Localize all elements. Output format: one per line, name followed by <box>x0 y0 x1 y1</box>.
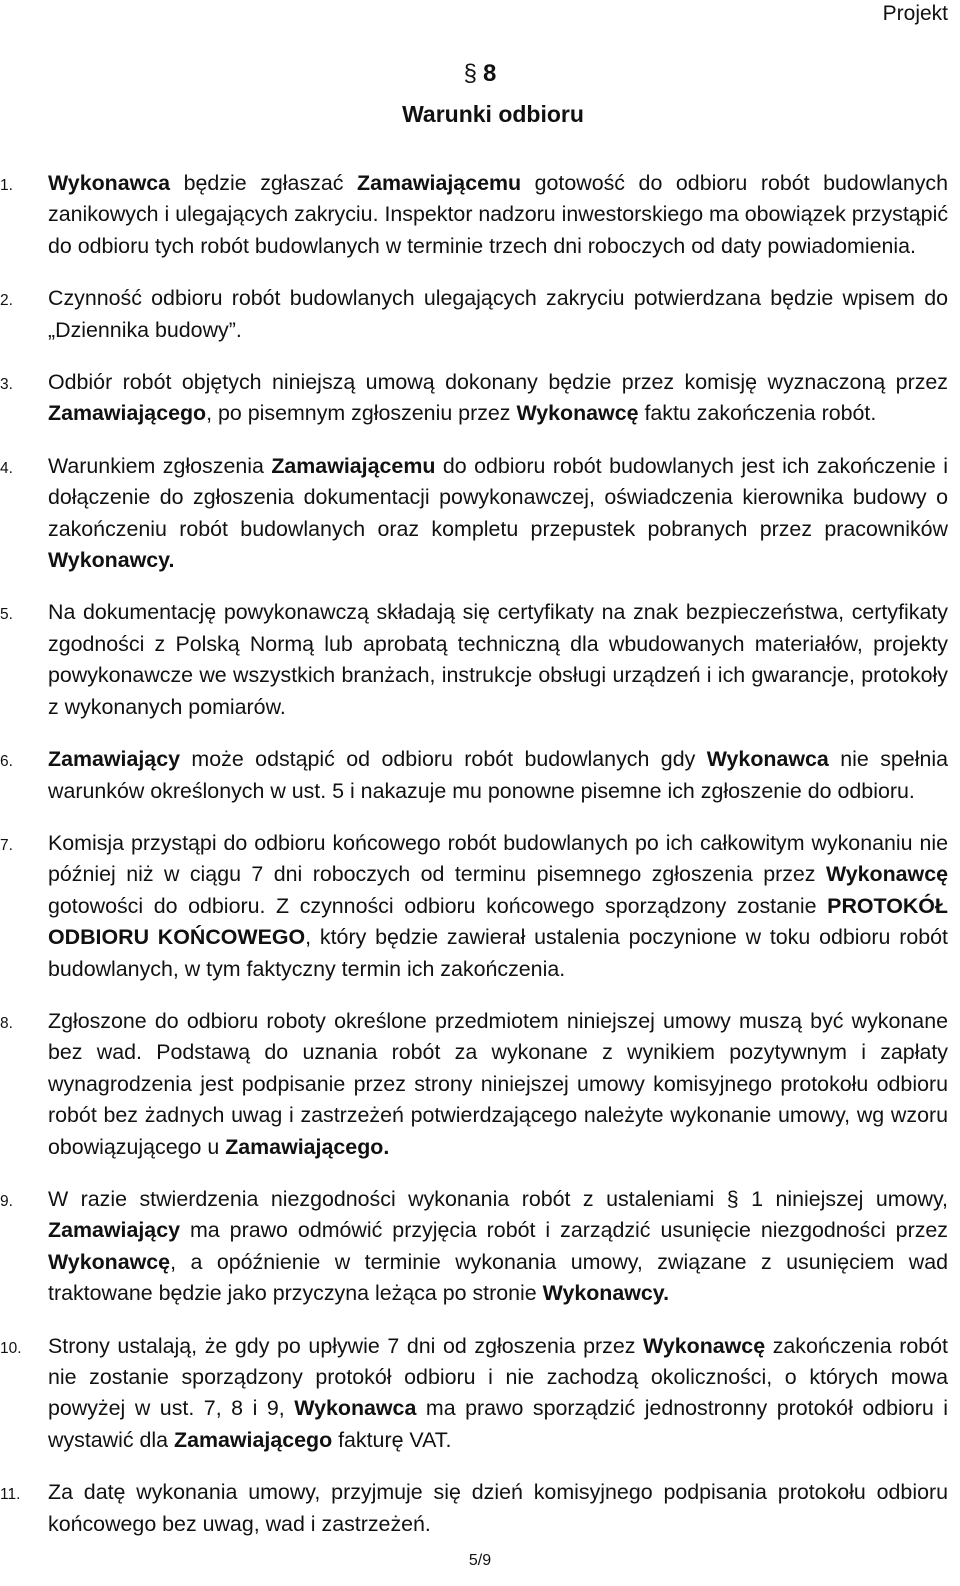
paragraph-text: będzie zgłaszać <box>170 171 357 195</box>
list-item <box>0 1006 960 1163</box>
emphasized-text: Wykonawca <box>294 1396 417 1421</box>
paragraph-text: ma prawo sporządzić jednostronny protokół odbioru i wystawić dla <box>48 1396 948 1452</box>
paragraph-text: gotowości do odbioru. Z czynności odbioru końcowego sporządzony zostanie <box>48 893 828 918</box>
list-item-number: 4. <box>0 459 13 477</box>
list-item-number: 1. <box>0 177 13 194</box>
paragraph-text: faktu zakończenia robót. <box>638 401 877 426</box>
paragraph-text: Na dokumentację powykonawczą składają się certyfikaty na znak bezpieczeństwa, certyfikaty zgodności z Polską Normą lub aprobatą techniczną dla wbudowanych materiałów, projekty powykonawcze we wszystkich branżach, instrukcje obsługi urządzeń i ich gwarancje, protokoły z wykonanych pomiarów. <box>48 600 948 719</box>
paragraph-text: nie spełnia warunków określonych w ust. 5 i nakazuje mu ponowne pisemne ich zgłoszenie do odbioru. <box>48 747 948 803</box>
paragraph-text: Warunkiem zgłoszenia <box>48 453 272 478</box>
emphasized-text: Zamawiający <box>48 747 180 772</box>
list-item-number: 10. <box>0 1339 22 1357</box>
emphasized-text: Wykonawcę <box>825 862 948 887</box>
emphasized-text: Wykonawcę <box>48 1249 171 1274</box>
paragraph-text: Odbiór robót objętych niniejszą umową dokonany będzie przez komisję wyznaczoną przez <box>48 370 948 395</box>
list-item-number: 9. <box>0 1192 13 1210</box>
emphasized-text: Zamawiającemu <box>357 171 522 195</box>
paragraph-text: może odstąpić od odbioru robót budowlanych gdy <box>180 747 707 772</box>
list-item <box>0 597 960 723</box>
document-status-label: Projekt <box>882 2 948 25</box>
list-item <box>0 367 960 430</box>
list-item <box>0 1331 960 1457</box>
emphasized-text: Wykonawca <box>706 747 829 772</box>
list-item-number: 8. <box>0 1014 13 1032</box>
emphasized-text: PROTOKÓŁ ODBIORU KOŃCOWEGO <box>48 893 948 950</box>
paragraph-text: , a opóźnienie w terminie wykonania umowy, związane z usunięciem wad traktowane będzie jako przyczyna leżąca po stronie <box>48 1249 948 1306</box>
list-item <box>0 168 960 262</box>
paragraph-text: Zgłoszone do odbioru roboty określone przedmiotem niniejszej umowy muszą być wykonane bez wad. Podstawą do uznania robót za wykonane z wynikiem pozytywnym i zapłaty wynagrodzenia jest podpisanie przez strony niniejszej umowy komisyjnego protokołu odbioru robót bez żadnych uwag i zastrzeżeń potwierdzającego należyte wykonanie umowy, wg wzoru obowiązującego u <box>48 1008 948 1159</box>
section-title: Warunki odbioru <box>402 101 584 127</box>
emphasized-text: Zamawiającego <box>48 401 207 426</box>
section-number <box>0 60 960 88</box>
paragraph-text: Strony ustalają, że gdy po upływie 7 dni od zgłoszenia przez <box>48 1333 644 1358</box>
list-item-number: 2. <box>0 292 13 310</box>
paragraph-text: gotowość do odbioru robót budowlanych zanikowych i ulegających zakryciu. Inspektor nadzoru inwestorskiego ma obowiązek przystąpić do odbioru tych robót budowlanych w terminie trzech dni roboczych od daty powiadomienia. <box>48 171 949 258</box>
list-item-number: 3. <box>0 376 13 394</box>
paragraph-text: do odbioru robót budowlanych jest ich zakończenie i dołączenie do zgłoszenia dokumentacji powykonawczej, oświadczenia kierownika budowy o zakończeniu robót budowlanych oraz kompletu przepustek pobranych przez pracowników <box>48 453 948 541</box>
paragraph-text: zakończenia robót nie zostanie sporządzony protokół odbioru i nie zachodzą okoliczności, o których mowa powyżej w ust. 7, 8 i 9, <box>48 1333 948 1421</box>
section-number-value: 8 <box>483 60 497 87</box>
list-item <box>0 1184 960 1310</box>
paragraph-text: Czynność odbioru robót budowlanych ulegających zakryciu potwierdzana będzie wpisem do „Dziennika budowy”. <box>48 286 948 342</box>
emphasized-text: Wykonawca <box>48 171 171 195</box>
list-item-number: 6. <box>0 753 13 771</box>
list-item-number: 5. <box>0 606 13 624</box>
list-item <box>0 828 960 985</box>
list-item-number: 11. <box>0 1486 21 1504</box>
emphasized-text: Wykonawcy. <box>542 1281 670 1306</box>
emphasized-text: Zamawiającego <box>174 1427 333 1452</box>
paragraph-text: Komisja przystąpi do odbioru końcowego robót budowlanych po ich całkowitym wykonaniu nie później niż w ciągu 7 dni roboczych od terminu pisemnego zgłoszenia przez <box>48 830 948 887</box>
paragraph-text: Za datę wykonania umowy, przyjmuje się dzień komisyjnego podpisania protokołu odbioru końcowego bez uwag, wad i zastrzeżeń. <box>48 1480 948 1536</box>
list-item-number: 7. <box>0 836 13 854</box>
list-item <box>0 744 960 807</box>
paragraph-text: , który będzie zawierał ustalenia poczynione w toku odbioru robót budowlanych, w tym faktyczny termin ich zakończenia. <box>48 925 948 981</box>
list-item <box>0 1477 960 1540</box>
emphasized-text: Zamawiającego. <box>225 1134 390 1159</box>
emphasized-text: Wykonawcę <box>516 401 639 426</box>
list-item <box>0 283 960 346</box>
page-number: 5/9 <box>468 1552 492 1569</box>
conditions-list <box>0 168 960 1561</box>
emphasized-text: Wykonawcę <box>643 1333 766 1358</box>
list-item <box>0 451 960 577</box>
paragraph-text: W razie stwierdzenia niezgodności wykonania robót z ustaleniami § 1 niniejszej umowy, <box>48 1186 948 1211</box>
paragraph-text: , po pisemnym zgłoszeniu przez <box>206 401 517 426</box>
section-mark: § <box>463 60 477 87</box>
paragraph-text: fakturę VAT. <box>332 1427 452 1452</box>
emphasized-text: Zamawiający <box>48 1218 180 1243</box>
emphasized-text: Wykonawcy. <box>48 548 175 573</box>
paragraph-text: ma prawo odmówić przyjęcia robót i zarządzić usunięcie niezgodności przez <box>180 1218 948 1243</box>
emphasized-text: Zamawiającemu <box>271 453 436 478</box>
